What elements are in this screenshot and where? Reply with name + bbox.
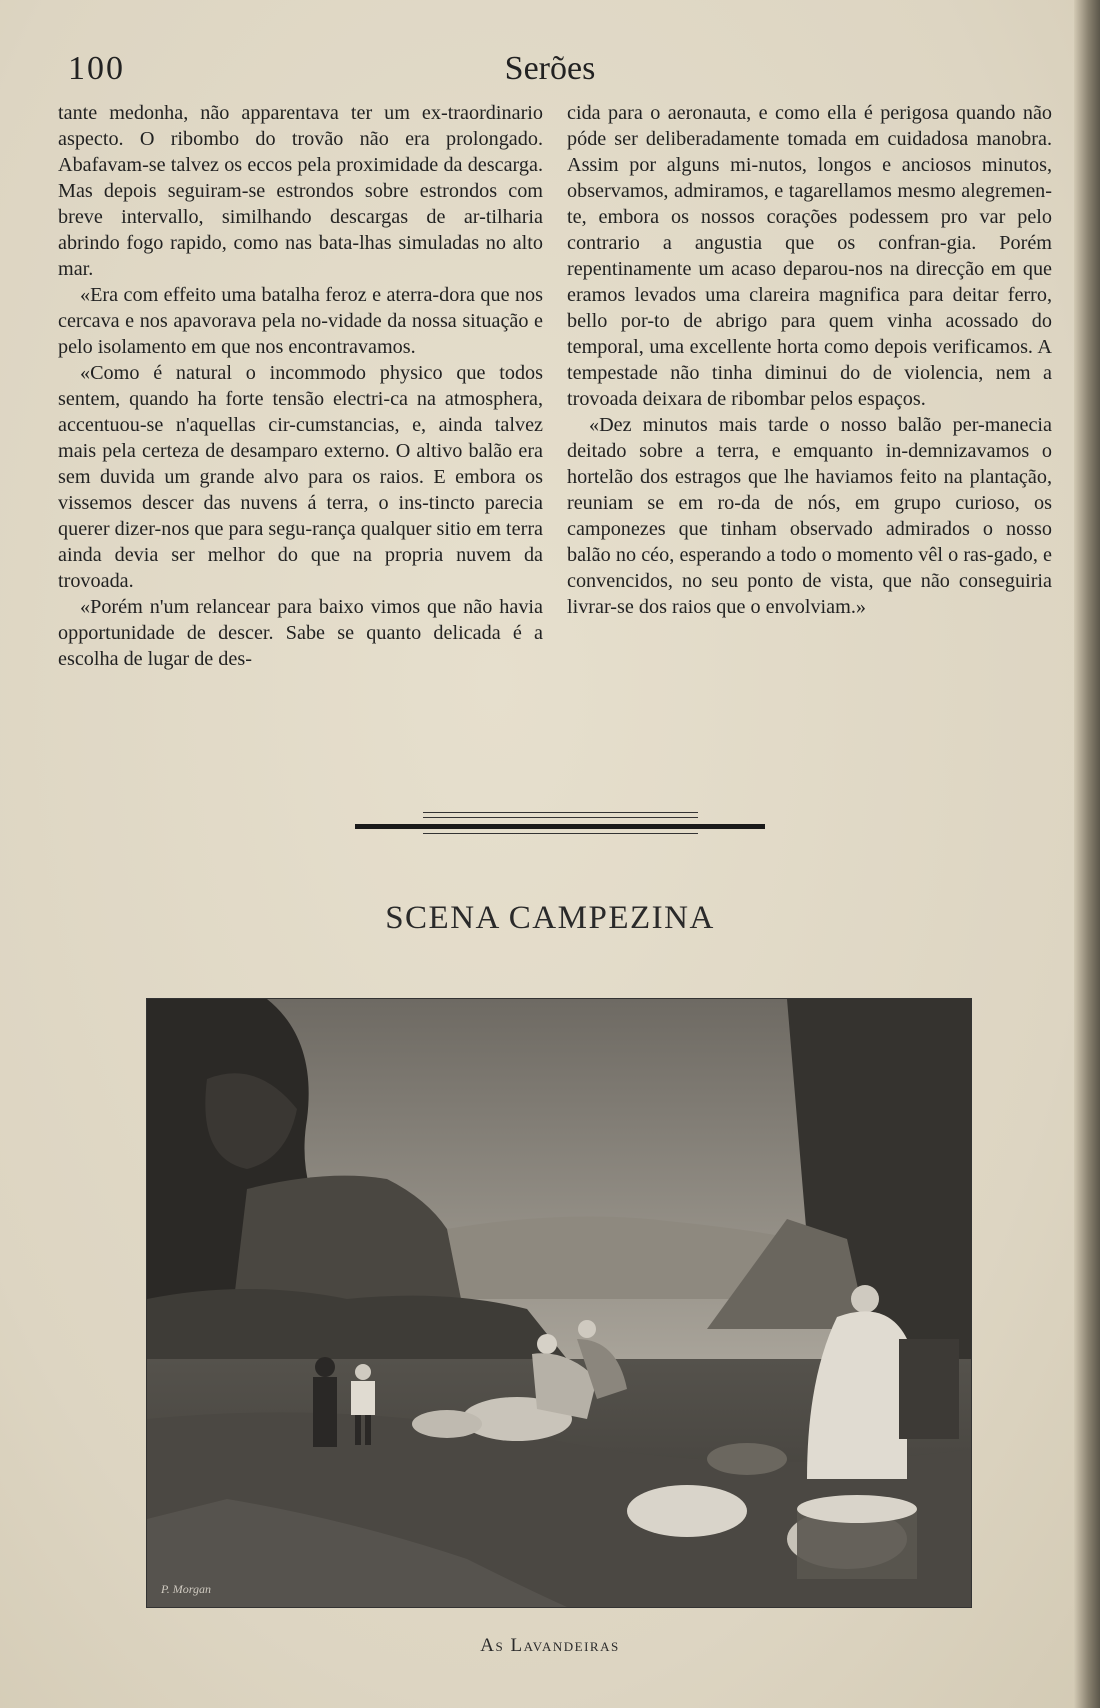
photograph-lavandeiras: [146, 998, 972, 1608]
left-column: [58, 100, 543, 672]
photograph-illustration: [147, 999, 971, 1607]
divider-line: [423, 812, 698, 813]
paragraph: «Como é natural o incommodo physico que todos sentem, quando ha forte tensão electri-ca na atmosphera, accentuou-se n'aquellas cir-cumstancias, e, ainda talvez mais pela certeza de desamparo externo. O altivo balão era sem duvida um grande alvo para os raios. E embora os vissemos descer das nuvens á terra, o ins-tincto parecia querer dizer-nos que para segu-rança qualquer sitio em terra ainda devia ser melhor do que na propria nuvem da trovoada.: [58, 362, 543, 592]
divider-line: [423, 817, 698, 818]
paragraph: «Porém n'um relancear para baixo vimos que não havia opportunidade de descer. Sabe se quanto delicada é a escolha de lugar de des-: [58, 596, 543, 670]
page-header: [0, 50, 1100, 94]
right-column: [567, 100, 1052, 620]
figure-caption: As Lavandeiras: [480, 1635, 620, 1656]
page-number: 100: [68, 50, 125, 87]
divider-line-thick: [355, 824, 765, 829]
page-edge-shadow: [1074, 0, 1100, 1708]
paragraph: «Dez minutos mais tarde o nosso balão per-manecia deitado sobre a terra, e emquanto in-demnizavamos o hortelão dos estragos que lhe haviamos feito na plantação, reuniam se em ro-da de nós, em grupo curioso, os camponezes que tinham observado admirados o nosso balão no céo, esperando a todo o momento vêl o ras-gado, e convencidos, no seu ponto de vista, que não conseguiria livrar-se dos raios que o envolviam.»: [567, 414, 1052, 618]
paragraph: «Era com effeito uma batalha feroz e aterra-dora que nos cercava e nos apavorava pela no-vidade da nossa situação e pelo isolamento em que nos encontravamos.: [58, 284, 543, 358]
paragraph: cida para o aeronauta, e como ella é perigosa quando não póde ser deliberadamente tomada em cuidadosa manobra. Assim por alguns mi-nutos, longos e anciosos minutos, observamos, admiramos, e tagarellamos mesmo alegremen-te, embora os nossos corações podessem pro var pelo contrario a angustia que os confran-gia. Porém repentinamente um acaso deparou-nos na direcção em que eramos levados uma clareira magnifica para deitar ferro, bello por-to de abrigo para quem vinha acossado do temporal, uma excellente horta como depois verificamos. A tempestade não tinha diminui do de violencia, nem a trovoada deixara de ribombar pelos espaços.: [567, 102, 1052, 410]
photo-signature: P. Morgan: [161, 1582, 212, 1596]
running-title: Serões: [504, 50, 596, 87]
section-divider: [355, 812, 765, 836]
paragraph: tante medonha, não apparentava ter um ex-traordinario aspecto. O ribombo do trovão não era prolongado. Abafavam-se talvez os eccos pela proximidade da descarga. Mas depois seguiram-se estrondos sobre estrondos com breve intervallo, similhando descargas de ar-tilharia abrindo fogo rapido, como nas bata-lhas simuladas no alto mar.: [58, 102, 543, 280]
section-title: SCENA CAMPEZINA: [385, 900, 715, 936]
divider-line: [423, 833, 698, 834]
